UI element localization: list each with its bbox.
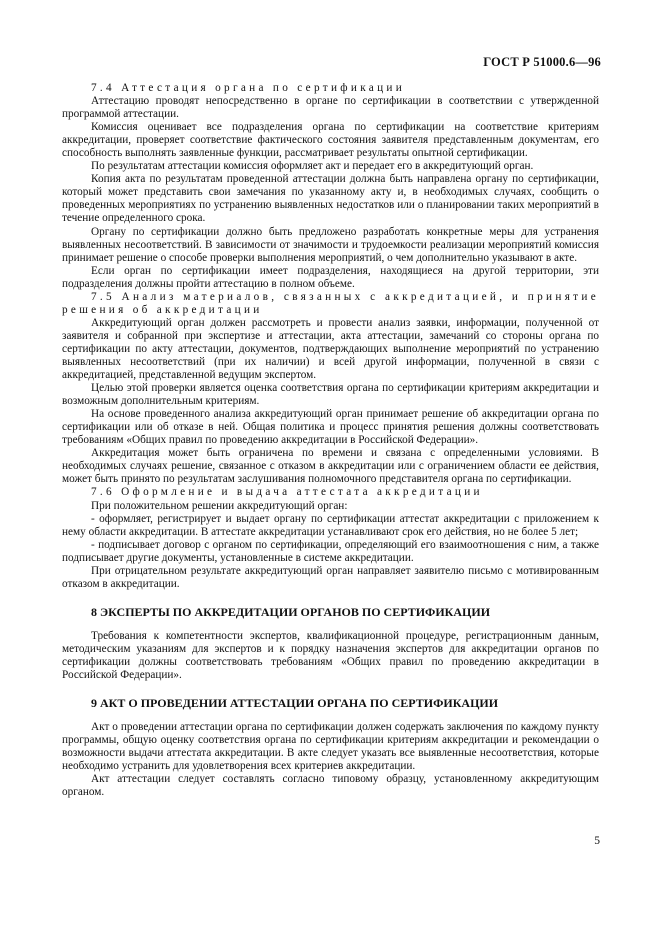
paragraph: На основе проведенного анализа аккредитующий орган принимает решение об аккредитации органа по сертификации или об отказе в ней. Общая политика и процесс принятия решения должны соответствовать требованиям «Общих правил по проведению аккредитации в Российской Федерации». <box>62 408 599 447</box>
paragraph: При отрицательном результате аккредитующий орган направляет заявителю письмо с мотивированным отказом в аккредитации. <box>62 564 599 590</box>
paragraph: Копия акта по результатам проведенной аттестации должна быть направлена органу по сертификации, который может представить свои замечания по указанному акту и, в необходимых случаях, сообщить о проведенных мероприятиях по устранению выявленных недостатков или о планировании таких мероприятий в течение определенного срока. <box>62 173 599 225</box>
page-number: 5 <box>594 835 600 847</box>
subsection-7-4-title: 7.4 Аттестация органа по сертификации <box>91 82 406 94</box>
paragraph: Комиссия оценивает все подразделения органа по сертификации на соответствие критериям аккредитации, проверяет соответствие фактического состояния заявителя представленным документам, его способность выполнять заявленные функции, рассматривает результаты опытной сертификации. <box>62 121 599 160</box>
paragraph: Если орган по сертификации имеет подразделения, находящиеся на другой территории, эти подразделения должны пройти аттестацию в полном объеме. <box>62 264 599 290</box>
paragraph: Органу по сертификации должно быть предложено разработать конкретные меры для устранения выявленных несоответствий. В зависимости от значимости и трудоемкости реализации мероприятий комиссия принимает решение о способе проверки выполнения мероприятий, о чем дополнительно указывают в акте. <box>62 225 599 264</box>
paragraph: Аккредитующий орган должен рассмотреть и провести анализ заявки, информации, полученной от заявителя и собранной при экспертизе и аттестации, акта аттестации, замечаний со стороны органа по сертификации по акту аттестации, документов, подтверждающих выполнение мероприятий по устранению выявленных несоответствий (при их наличии) и всей другой информации, полученной в связи с аккредитацией, представленной ведущим экспертом. <box>62 316 599 382</box>
paragraph: При положительном решении аккредитующий орган: <box>91 499 348 512</box>
paragraph: - подписывает договор с органом по сертификации, определяющий его взаимоотношения с ним, а также подписывает другие документы, установленные в системе аккредитации. <box>62 538 599 564</box>
paragraph: Аттестацию проводят непосредственно в органе по сертификации в соответствии с утвержденной программой аттестации. <box>62 95 599 121</box>
paragraph: По результатам аттестации комиссия оформляет акт и передает его в аккредитующий орган. <box>91 160 534 173</box>
section-8-heading: 8 ЭКСПЕРТЫ ПО АККРЕДИТАЦИИ ОРГАНОВ ПО СЕРТИФИКАЦИИ <box>91 604 491 619</box>
subsection-7-5-title: 7.5 Анализ материалов, связанных с аккредитацией, и принятие решения об аккредитации <box>62 290 599 316</box>
section-9-heading: 9 АКТ О ПРОВЕДЕНИИ АТТЕСТАЦИИ ОРГАНА ПО СЕРТИФИКАЦИИ <box>91 696 499 711</box>
page-body <box>62 82 599 799</box>
paragraph: Акт о проведении аттестации органа по сертификации должен содержать заключения по каждому пункту программы, общую оценку соответствия органа по сертификации критериям аккредитации и рекомендации о возможности выдачи аттестата аккредитации. В акте следует указать все выявленные несоответствия, которые необходимо устранить для удовлетворения всех критериев аккредитации. <box>62 721 599 773</box>
paragraph: Акт аттестации следует составлять согласно типовому образцу, установленному аккредитующим органом. <box>62 773 599 799</box>
subsection-7-6-title: 7.6 Оформление и выдача аттестата аккредитации <box>91 486 483 499</box>
paragraph: Целью этой проверки является оценка соответствия органа по сертификации критериям аккредитации и возможным дополнительным критериям. <box>62 382 599 408</box>
standard-number: ГОСТ Р 51000.6—96 <box>483 55 601 69</box>
paragraph: - оформляет, регистрирует и выдает органу по сертификации аттестат аккредитации с приложением к нему области аккредитации. В аттестате аккредитации устанавливают срок его действия, но не более 5 лет; <box>62 512 599 538</box>
paragraph: Требования к компетентности экспертов, квалификационной процедуре, регистрационным данным, методическим указаниям для экспертов и к порядку назначения экспертов для аккредитации органов по сертификации должны соответствовать требованиям «Общих правил по проведению аккредитации в Российской Федерации». <box>62 629 599 682</box>
paragraph: Аккредитация может быть ограничена по времени и связана с определенными условиями. В необходимых случаях решение, связанное с отказом в аккредитации или с ограничением области ее действия, может быть принято по результатам заслушивания полномочного представителя органа по сертификации. <box>62 447 599 486</box>
